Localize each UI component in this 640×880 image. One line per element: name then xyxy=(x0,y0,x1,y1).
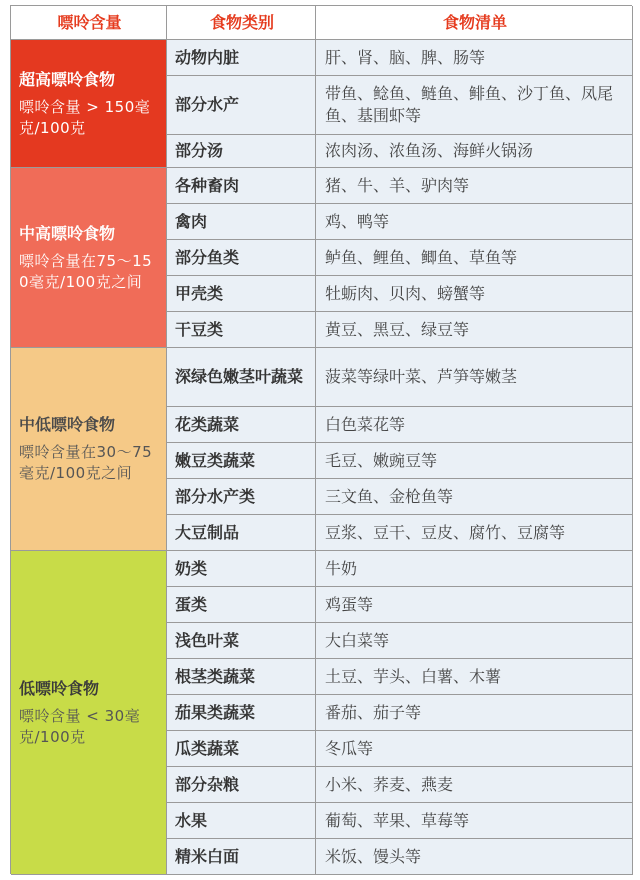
group-name: 超高嘌呤食物 xyxy=(19,69,116,89)
group-very-high-purine xyxy=(11,40,167,168)
group-low-purine xyxy=(11,551,167,875)
food-list: 牡蛎肉、贝肉、螃蟹等 xyxy=(316,276,633,312)
food-category: 水果 xyxy=(167,803,316,839)
header-purine-content: 嘌呤含量 xyxy=(11,6,167,40)
header-food-list: 食物清单 xyxy=(316,6,633,40)
food-category: 蛋类 xyxy=(167,587,316,623)
food-category: 茄果类蔬菜 xyxy=(167,695,316,731)
food-list: 鸡蛋等 xyxy=(316,587,633,623)
food-category: 部分汤 xyxy=(167,135,316,168)
group-description: 嘌呤含量在75～150毫克/100克之间 xyxy=(19,251,153,291)
food-category: 根茎类蔬菜 xyxy=(167,659,316,695)
food-list: 米饭、馒头等 xyxy=(316,839,633,875)
food-category: 部分水产 xyxy=(167,76,316,135)
food-category: 动物内脏 xyxy=(167,40,316,76)
food-category: 部分鱼类 xyxy=(167,240,316,276)
food-category: 精米白面 xyxy=(167,839,316,875)
food-category: 干豆类 xyxy=(167,312,316,348)
food-list: 葡萄、苹果、草莓等 xyxy=(316,803,633,839)
food-category: 深绿色嫩茎叶蔬菜 xyxy=(167,348,316,407)
group-description: 嘌呤含量 > 150毫克/100克 xyxy=(19,97,151,137)
food-list: 鸡、鸭等 xyxy=(316,204,633,240)
food-category: 嫩豆类蔬菜 xyxy=(167,443,316,479)
food-category: 瓜类蔬菜 xyxy=(167,731,316,767)
group-description: 嘌呤含量 < 30毫克/100克 xyxy=(19,706,141,746)
group-name: 中高嘌呤食物 xyxy=(19,223,116,243)
food-list: 大白菜等 xyxy=(316,623,633,659)
food-list: 白色菜花等 xyxy=(316,407,633,443)
group-name: 中低嘌呤食物 xyxy=(19,415,116,434)
food-category: 甲壳类 xyxy=(167,276,316,312)
food-list: 小米、荞麦、燕麦 xyxy=(316,767,633,803)
food-list: 鲈鱼、鲤鱼、鲫鱼、草鱼等 xyxy=(316,240,633,276)
food-list: 豆浆、豆干、豆皮、腐竹、豆腐等 xyxy=(316,515,633,551)
food-category: 禽肉 xyxy=(167,204,316,240)
food-list: 菠菜等绿叶菜、芦笋等嫩茎 xyxy=(316,348,633,407)
food-category: 奶类 xyxy=(167,551,316,587)
food-list: 猪、牛、羊、驴肉等 xyxy=(316,168,633,204)
food-list: 带鱼、鲶鱼、鲢鱼、鲱鱼、沙丁鱼、凤尾鱼、基围虾等 xyxy=(316,76,633,135)
food-category: 浅色叶菜 xyxy=(167,623,316,659)
food-category: 大豆制品 xyxy=(167,515,316,551)
food-list: 三文鱼、金枪鱼等 xyxy=(316,479,633,515)
food-category: 部分水产类 xyxy=(167,479,316,515)
food-list: 冬瓜等 xyxy=(316,731,633,767)
food-list: 黄豆、黑豆、绿豆等 xyxy=(316,312,633,348)
group-description: 嘌呤含量在30～75毫克/100克之间 xyxy=(19,443,153,482)
food-list: 浓肉汤、浓鱼汤、海鲜火锅汤 xyxy=(316,135,633,168)
food-category: 部分杂粮 xyxy=(167,767,316,803)
food-category: 花类蔬菜 xyxy=(167,407,316,443)
group-medium-high-purine xyxy=(11,168,167,348)
group-name: 低嘌呤食物 xyxy=(19,678,100,698)
food-list: 毛豆、嫩豌豆等 xyxy=(316,443,633,479)
food-list: 牛奶 xyxy=(316,551,633,587)
food-list: 番茄、茄子等 xyxy=(316,695,633,731)
header-food-category: 食物类别 xyxy=(167,6,316,40)
food-list: 土豆、芋头、白薯、木薯 xyxy=(316,659,633,695)
group-medium-low-purine xyxy=(11,348,167,551)
purine-food-table xyxy=(10,5,632,874)
food-category: 各种畜肉 xyxy=(167,168,316,204)
food-list: 肝、肾、脑、脾、肠等 xyxy=(316,40,633,76)
